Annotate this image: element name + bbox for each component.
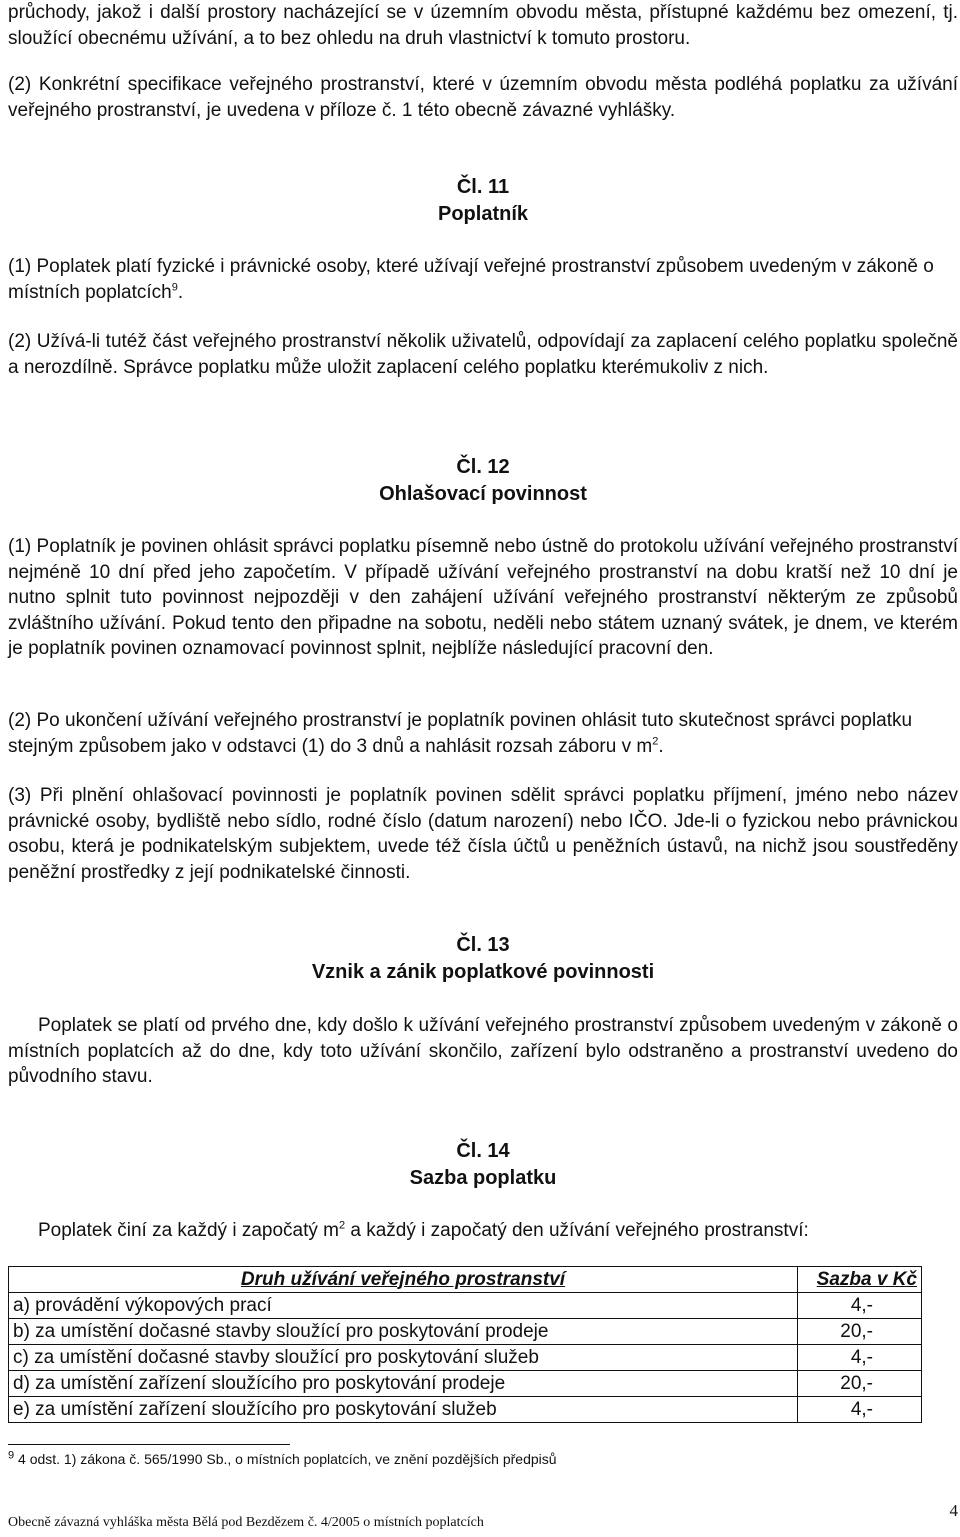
article-13-title: Vznik a zánik poplatkové povinnosti xyxy=(311,961,655,983)
article-11-paragraph-2: (2) Užívá-li tutéž část veřejného prostranství několik uživatelů, odpovídají za zaplacení celého poplatku společně a nerozdílně. Správce poplatku může uložit zaplacení celého poplatku kterémukoliv z nich. xyxy=(8,331,958,378)
table-row xyxy=(9,1319,922,1345)
article-14-p1-text: Poplatek činí za každý i započatý m xyxy=(38,1220,339,1241)
intro-paragraph-2: (2) Konkrétní specifikace veřejného prostranství, které v územním obvodu města podléhá poplatku za užívání veřejného prostranství, je uvedena v příloze č. 1 této obecně závazné vyhlášky. xyxy=(8,74,958,121)
table-row xyxy=(9,1293,922,1319)
row-label: d) za umístění zařízení sloužícího pro poskytování prodeje xyxy=(9,1371,798,1397)
page-number: 4 xyxy=(949,1501,958,1520)
article-12-heading xyxy=(8,454,958,508)
article-12-p2-text: (2) Po ukončení užívání veřejného prostranství je poplatník povinen ohlásit tuto skutečnost správci poplatku stejným způsobem jako v odstavci (1) do 3 dnů a nahlásit rozsah záboru v m xyxy=(8,710,913,757)
article-14-title: Sazba poplatku xyxy=(409,1167,557,1189)
superscript-2: 2 xyxy=(652,735,659,748)
article-11-title: Poplatník xyxy=(437,203,528,225)
superscript-2: 2 xyxy=(338,1219,346,1232)
article-13-heading xyxy=(8,932,958,986)
article-11-number: Čl. 11 xyxy=(456,176,510,198)
article-12-paragraph-1: (1) Poplatník je povinen ohlásit správci poplatku písemně nebo ústně do protokolu užívání veřejného prostranství nejméně 10 dní před jeho započetím. V případě užívání veřejného prostranství na dobu kratší než 10 dní je nutno splnit tuto povinnost nejpozději v den zahájení užívání veřejného prostranství některým ze způsobů zvláštního užívání. Pokud tento den připadne na sobotu, neděli nebo státem uznaný svátek, je dnem, ve kterém je poplatník povinen oznamovací povinnost splnit, nejblíže následující pracovní den. xyxy=(8,536,958,659)
article-11-heading xyxy=(8,174,958,228)
row-label: b) za umístění dočasné stavby sloužící pro poskytování prodeje xyxy=(9,1319,798,1345)
table-row xyxy=(9,1397,922,1423)
article-14-paragraph-1 xyxy=(8,1218,809,1244)
row-label: e) za umístění zařízení sloužícího pro poskytování služeb xyxy=(9,1397,798,1423)
row-rate: 4,- xyxy=(798,1397,922,1423)
footnote-text: 4 odst. 1) zákona č. 565/1990 Sb., o místních poplatcích, ve znění pozdějších předpisů xyxy=(14,1451,557,1467)
article-14-p1-end: a každý i započatý den užívání veřejného prostranství: xyxy=(345,1220,809,1241)
footnote-mark: 9 xyxy=(8,1449,15,1462)
table-header-row xyxy=(9,1267,922,1293)
article-11-p1-end: . xyxy=(177,281,184,303)
article-14-heading xyxy=(8,1138,958,1192)
row-rate: 20,- xyxy=(798,1319,922,1345)
article-12-p2-end: . xyxy=(658,735,664,757)
footnote-ref: 9 xyxy=(171,281,178,294)
article-12-paragraph-2 xyxy=(8,708,958,759)
article-12-number: Čl. 12 xyxy=(456,456,510,478)
column-header-type: Druh užívání veřejného prostranství xyxy=(9,1267,798,1293)
row-rate: 20,- xyxy=(798,1371,922,1397)
column-header-rate: Sazba v Kč xyxy=(798,1267,922,1293)
footnote-divider xyxy=(8,1444,290,1445)
row-label: c) za umístění dočasné stavby sloužící pro poskytování služeb xyxy=(9,1345,798,1371)
article-11-paragraph-1 xyxy=(8,254,958,305)
article-12-title: Ohlašovací povinnost xyxy=(379,483,587,505)
article-12-paragraph-3: (3) Při plnění ohlašovací povinnosti je poplatník povinen sdělit správci poplatku příjmení, jméno nebo název právnické osoby, bydliště nebo sídlo, rodné číslo (datum narození) nebo IČO. Jde-li o fyzickou nebo právnickou osobu, která je podnikatelským subjektem, uvede též čísla účtů u peněžních ústavů, na nichž jsou soustředěny peněžní prostředky z její podnikatelské činnosti. xyxy=(8,785,958,883)
intro-paragraph: průchody, jakož i další prostory nacházející se v územním obvodu města, přístupné každému bez omezení, tj. sloužící obecnému užívání, a to bez ohledu na druh vlastnictví k tomuto prostoru. xyxy=(8,2,958,49)
rate-table xyxy=(8,1266,922,1423)
article-13-number: Čl. 13 xyxy=(456,934,510,956)
table-row xyxy=(9,1345,922,1371)
row-rate: 4,- xyxy=(798,1345,922,1371)
footnote xyxy=(8,1450,557,1468)
row-rate: 4,- xyxy=(798,1293,922,1319)
article-14-number: Čl. 14 xyxy=(456,1140,510,1162)
row-label: a) provádění výkopových prací xyxy=(9,1293,798,1319)
article-13-paragraph-1: Poplatek se platí od prvého dne, kdy došlo k užívání veřejného prostranství způsobem uvedeným v zákoně o místních poplatcích až do dne, kdy toto užívání skončilo, zařízení bylo odstraněno a prostranství uvedeno do původního stavu. xyxy=(8,1015,958,1087)
table-row xyxy=(9,1371,922,1397)
page-footer: Obecně závazná vyhláška města Bělá pod Bezdězem č. 4/2005 o místních poplatcích xyxy=(8,1515,484,1530)
article-11-p1-text: (1) Poplatek platí fyzické i právnické osoby, které užívají veřejné prostranství způsobem uvedeným v zákoně o místních poplatcích xyxy=(8,256,934,303)
